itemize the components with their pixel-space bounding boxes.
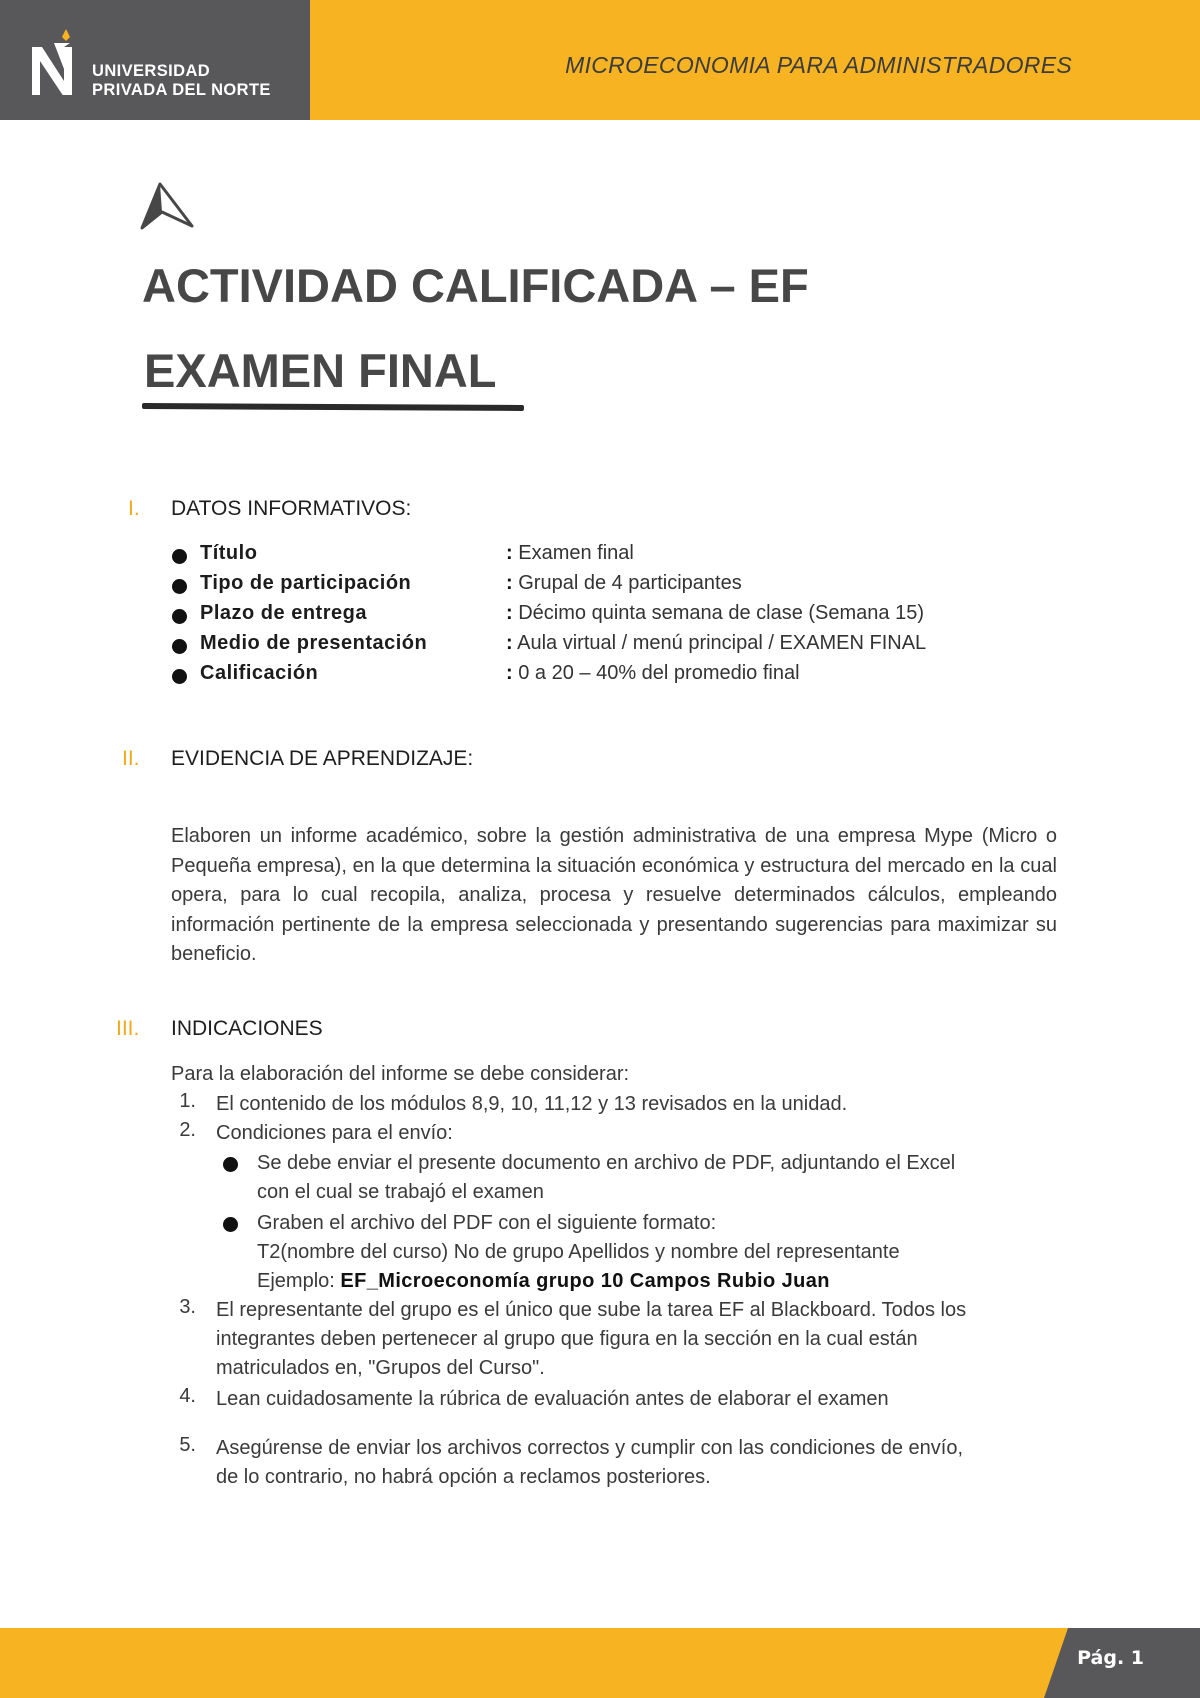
section-number: I. (128, 497, 140, 520)
info-label: Calificación (200, 662, 319, 684)
section-number: III. (116, 1017, 140, 1040)
list-number: 1. (179, 1090, 196, 1112)
list-number: 4. (179, 1385, 196, 1407)
sub-bullet-text: con el cual se trabajó el examen (257, 1181, 544, 1203)
info-value: : Décimo quinta semana de clase (Semana 15) (506, 602, 925, 624)
list-number: 5. (179, 1434, 196, 1456)
exam-title: EXAMEN FINAL (144, 344, 497, 397)
info-label: Tipo de participación (200, 572, 412, 594)
info-value: : 0 a 20 – 40% del promedio final (506, 662, 800, 684)
page-footer (0, 1628, 1200, 1698)
info-value: : Aula virtual / menú principal / EXAMEN FINAL (506, 632, 927, 654)
info-label: Plazo de entrega (200, 602, 367, 624)
indications-intro: Para la elaboración del informe se debe considerar: (171, 1063, 630, 1085)
activity-title: ACTIVIDAD CALIFICADA – EF (142, 259, 809, 312)
list-item-text: Lean cuidadosamente la rúbrica de evaluación antes de elaborar el examen (216, 1388, 889, 1410)
bullet-icon (223, 1157, 238, 1172)
bullet-icon (172, 669, 187, 684)
list-item-text: de lo contrario, no habrá opción a reclamos posteriores. (216, 1466, 711, 1488)
bullet-icon (172, 609, 187, 624)
title-underline (142, 403, 524, 411)
list-item-text: integrantes deben pertenecer al grupo que figura en la sección en la cual están (216, 1328, 918, 1350)
list-number: 2. (179, 1119, 196, 1141)
example-filename: EF_Microeconomía grupo 10 Campos Rubio Juan (340, 1270, 830, 1292)
bullet-icon (223, 1217, 238, 1232)
format-text: T2(nombre del curso) No de grupo Apellidos y nombre del representante (257, 1241, 900, 1263)
example-line: Ejemplo: EF_Microeconomía grupo 10 Campos Rubio Juan (257, 1270, 830, 1292)
info-value: : Examen final (506, 542, 634, 564)
sub-bullet-text: Se debe enviar el presente documento en archivo de PDF, adjuntando el Excel (257, 1152, 956, 1174)
logo-line-1: UNIVERSIDAD (92, 62, 211, 80)
section-title: INDICACIONES (171, 1017, 323, 1040)
list-item-text: Asegúrense de enviar los archivos correctos y cumplir con las condiciones de envío, (216, 1437, 964, 1459)
bullet-icon (172, 549, 187, 564)
navigation-arrow-icon (140, 182, 194, 230)
list-item-text: El representante del grupo es el único que sube la tarea EF al Blackboard. Todos los (216, 1299, 967, 1321)
list-item-text: El contenido de los módulos 8,9, 10, 11,12 y 13 revisados en la unidad. (216, 1093, 848, 1115)
evidence-paragraph: Elaboren un informe académico, sobre la gestión administrativa de una empresa Mype (Micro o Pequeña empresa), en la que determina la situación económica y estructura del mercado en la cual opera, para lo cual recopila, analiza, procesa y resuelve determinados cálculos, empleando información pertinente de la empresa seleccionada y presentando sugerencias para maximizar su beneficio. (171, 825, 1057, 966)
university-logo (0, 0, 310, 120)
course-name: MICROECONOMIA PARA ADMINISTRADORES (565, 52, 1072, 78)
bullet-icon (172, 639, 187, 654)
sub-bullet-text: Graben el archivo del PDF con el siguiente formato: (257, 1212, 717, 1234)
info-label: Medio de presentación (200, 632, 428, 654)
list-number: 3. (179, 1296, 196, 1318)
info-label: Título (200, 542, 258, 564)
page-number: Pág. 1 (1077, 1647, 1144, 1669)
logo-line-2: PRIVADA DEL NORTE (92, 81, 271, 99)
info-value: : Grupal de 4 participantes (506, 572, 742, 594)
list-item-text: Condiciones para el envío: (216, 1122, 453, 1144)
section-number: II. (122, 747, 140, 770)
section-title: EVIDENCIA DE APRENDIZAJE: (171, 747, 474, 770)
list-item-text: matriculados en, "Grupos del Curso". (216, 1357, 545, 1379)
logo-n-icon (28, 25, 80, 95)
section-title: DATOS INFORMATIVOS: (171, 497, 412, 520)
bullet-icon (172, 579, 187, 594)
